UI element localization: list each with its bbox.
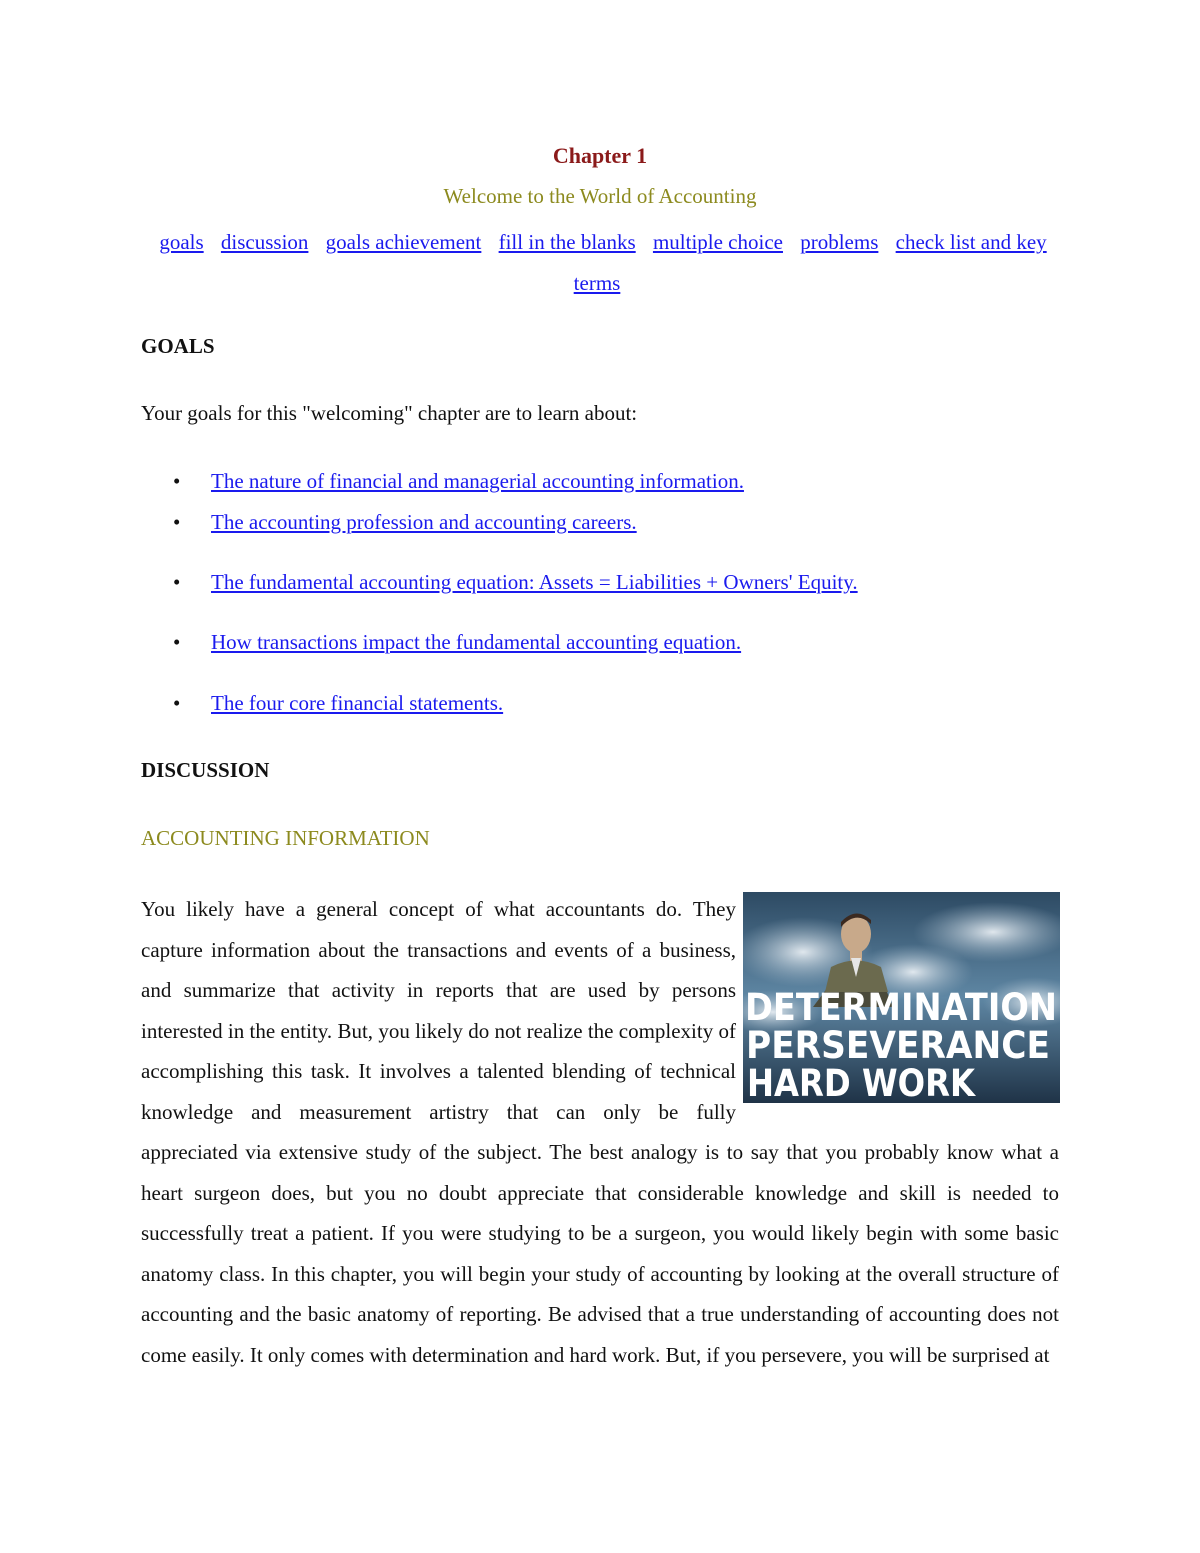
discussion-paragraph-text: You likely have a general concept of what accountants do. They capture information about the transactions and events of a business, and summarize that activity in reports that are used by persons interested in the entity. But, you likely do not realize the complexity of accomplishing this task. It involves a talented blending of technical knowledge and measurement artistry that can only be fully appreciated via extensive study of the subject. The best analogy is to say that you probably know what a heart surgeon does, but you no doubt appreciate that considerable knowledge and skill is needed to successfully treat a patient. If you were studying to be a surgeon, you would likely begin with some basic anatomy class. In this chapter, you will begin your study of accounting by looking at the overall structure of accounting and the basic anatomy of reporting. Be advised that a true understanding of accounting does not come easily. It only comes with determination and hard work. But, if you persevere, you will be surprised at — [141, 897, 1059, 1367]
goal-link-5[interactable]: The four core financial statements. — [211, 691, 504, 715]
poster-line-2: PERSEVERANCE — [746, 1024, 1050, 1067]
chapter-nav — [141, 222, 1059, 304]
nav-link-multiple-choice[interactable]: multiple choice — [652, 230, 783, 254]
goal-link-2[interactable]: The accounting profession and accounting careers. — [211, 510, 637, 534]
chapter-title: Chapter 1 — [552, 143, 648, 168]
goal-link-4[interactable]: How transactions impact the fundamental accounting equation. — [211, 630, 742, 654]
goals-heading: GOALS — [141, 334, 215, 358]
determination-poster-image — [743, 892, 1060, 1103]
accounting-information-subheading: ACCOUNTING INFORMATION — [141, 826, 430, 850]
nav-link-goals-achievement[interactable]: goals achievement — [325, 230, 482, 254]
nav-link-fill-in-the-blanks[interactable]: fill in the blanks — [498, 230, 636, 254]
nav-link-problems[interactable]: problems — [800, 230, 879, 254]
discussion-heading: DISCUSSION — [141, 758, 270, 782]
poster-line-1: DETERMINATION — [745, 986, 1057, 1029]
nav-link-discussion[interactable]: discussion — [220, 230, 309, 254]
poster-line-3: HARD WORK — [747, 1062, 977, 1103]
bullet-icon: • — [173, 510, 181, 534]
goal-link-1[interactable]: The nature of financial and managerial accounting information. — [211, 469, 744, 493]
nav-link-goals[interactable]: goals — [159, 230, 204, 254]
bullet-icon: • — [173, 630, 181, 654]
bullet-icon: • — [173, 691, 181, 715]
chapter-subtitle: Welcome to the World of Accounting — [443, 184, 757, 208]
nav-link-check-list[interactable]: check list and key terms — [573, 230, 1047, 295]
bullet-icon: • — [173, 570, 181, 594]
bullet-icon: • — [173, 469, 181, 493]
goals-intro: Your goals for this "welcoming" chapter are to learn about: — [141, 401, 638, 425]
goal-link-3[interactable]: The fundamental accounting equation: Assets = Liabilities + Owners' Equity. — [211, 570, 858, 594]
